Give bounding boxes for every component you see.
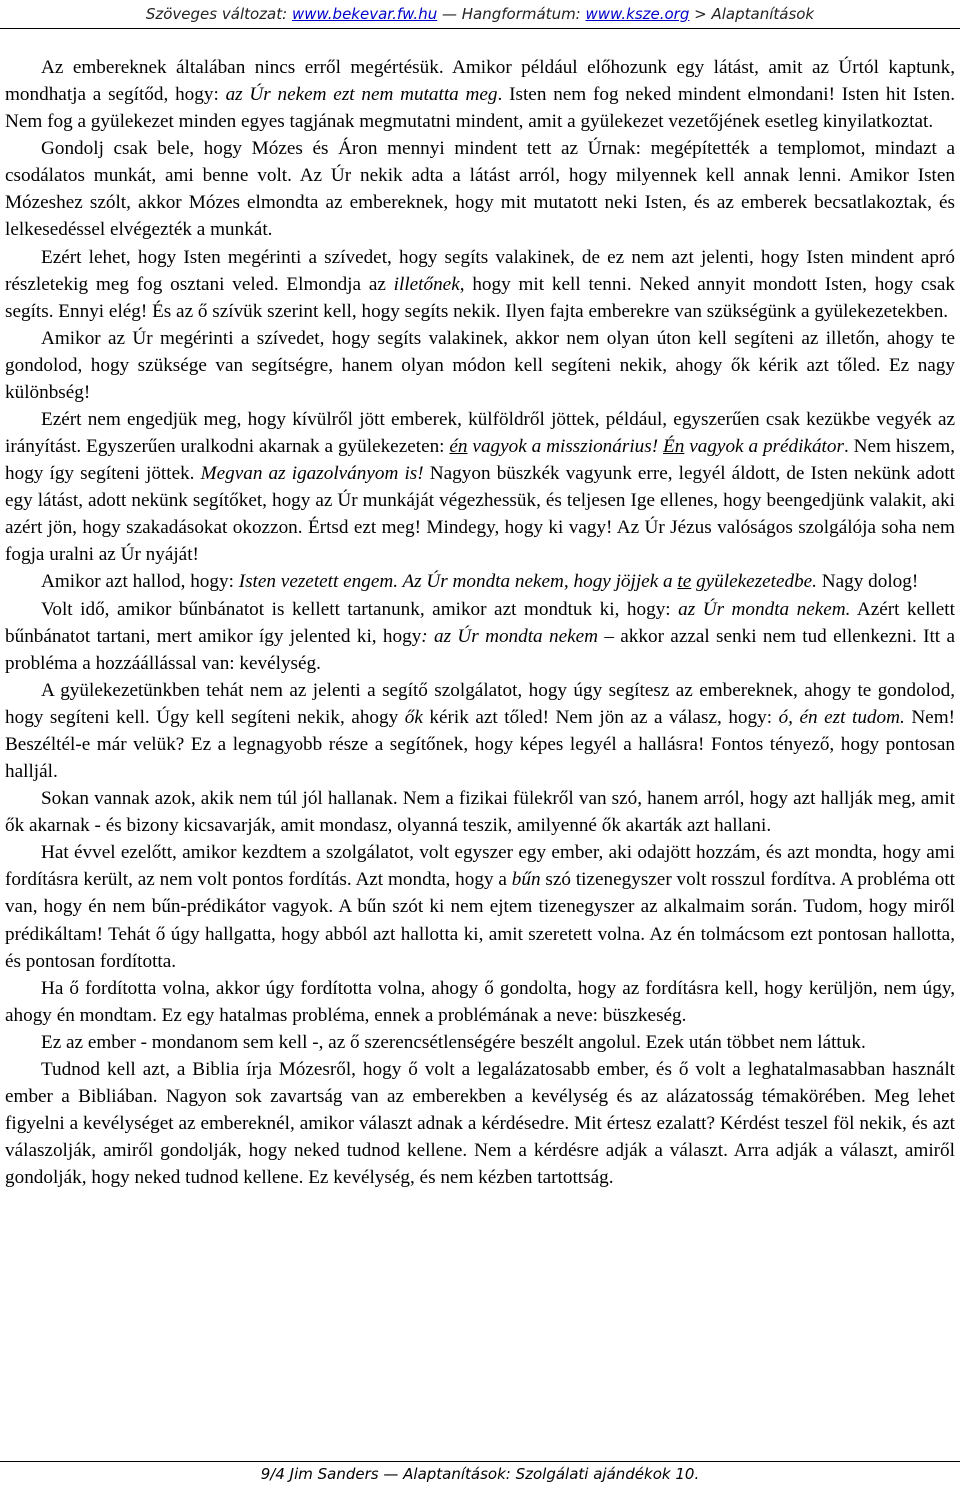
text-run: én xyxy=(449,436,468,458)
text-run: Én xyxy=(663,436,685,458)
text-run: Nem! Beszéltél-e már velük? Ez a legnagyobb része a segítőnek, hogy képes legyél a hallásra! Fontos tényező, hogy pontosan halljál. xyxy=(5,706,956,783)
paragraph xyxy=(5,406,955,568)
text-run: Hat évvel ezelőtt, amikor kezdtem a szolgálatot, volt egyszer egy ember, aki odajött hozzám, és azt mondta, hogy ami fordításra került, az nem volt pontos fordítás. Azt mondta, hogy a xyxy=(5,842,955,891)
paragraph xyxy=(5,135,955,243)
text-run: az Úr nekem ezt nem mutatta meg xyxy=(225,84,498,106)
text-run: ó, én ezt tudom. xyxy=(778,706,905,728)
text-run: bűn xyxy=(511,869,541,891)
paragraph xyxy=(5,1029,955,1056)
text-run: vagyok a misszionárius! xyxy=(467,436,663,458)
paragraph xyxy=(5,568,955,595)
text-run: szó tizenegyszer volt rosszul fordítva. A probléma ott van, hogy én nem bűn-prédikátor vagyok. A bűn szót ki nem ejtem tizenegyszer az alkalmaim során. Tudom, hogy miről prédikáltam! Tehát ő úgy hallgatta, hogy abból azt hallotta ki, amit szeretett volna. Az én tolmácsom ezt pontosan hallotta, és pontosan fordította. xyxy=(5,869,955,972)
paragraph xyxy=(5,596,955,677)
text-run: Az embereknek általában nincs erről megértésük. Amikor például előhozunk egy látást, amit az Úrtól kaptunk, mondhatja a segítőd, hogy: xyxy=(5,57,955,106)
text-run: Ezért nem engedjük meg, hogy kívülről jött emberek, külföldről jöttek, például, egyszerűen csak kezükbe vegyék az irányítást. Egyszerűen uralkodni akarnak a gyülekezeten: xyxy=(5,409,955,458)
text-run: Ez az ember - mondanom sem kell -, az ő szerencsétlenségére beszélt angolul. Ezek után többet nem láttuk. xyxy=(41,1031,866,1053)
text-run: Amikor az Úr megérinti a szívedet, hogy segíts valakinek, akkor nem olyan úton kell segíteni az illetőn, ahogy te gondolod, hogy szüksége van segítségre, hanem olyan módon kell segíteni nekik, ahogy ők kérik azt tőled. Ez nagy különbség! xyxy=(5,327,955,403)
text-run: Volt idő, amikor bűnbánatot is kellett tartanunk, amikor azt mondtuk ki, hogy: xyxy=(41,598,679,620)
paragraph xyxy=(5,785,955,839)
header-link-bekevar[interactable]: www.bekevar.fw.hu xyxy=(291,5,438,23)
paragraph xyxy=(5,325,955,406)
page-footer: 9/4 Jim Sanders — Alaptanítások: Szolgálati ajándékok 10. xyxy=(260,1465,700,1483)
paragraph xyxy=(5,1056,955,1191)
text-run: Megvan az igazolványom is! xyxy=(200,463,424,485)
text-run: az Úr mondta nekem. xyxy=(678,598,851,620)
page-header xyxy=(0,0,960,30)
text-run: Tudnod kell azt, a Biblia írja Mózesről, hogy ő volt a legalázatosabb ember, és ő volt a leghatalmasabban használt ember a Bibliában. Nagyon sok zavartság van az emberekben a kevélység és az alázatosság témakörében. Meg lehet figyelni a kevélységet az embereknél, amikor választ adnak a kérdésedre. Mit értesz ezalatt? Kérdést teszel föl nekik, és azt válaszolják, amiről gondolják, hogy neked tudnod kellene. Nem a kérdésre adják a választ. Arra adják a választ, amiről gondolják, hogy neked tudnod kellene. Ez kevélység, és nem kézben tartottság. xyxy=(5,1058,955,1189)
text-run: te xyxy=(677,571,692,593)
header-middle: — Hangformátum: xyxy=(437,5,586,23)
paragraph xyxy=(5,54,955,135)
text-run: Ha ő fordította volna, akkor úgy fordította volna, ahogy ő gondolta, hogy az fordításra kell, hogy kerüljön, nem úgy, ahogy én mondtam. Ez egy hatalmas probléma, ennek a problémának a neve: büszkeség. xyxy=(5,977,955,1026)
text-run: : az Úr mondta nekem xyxy=(421,625,598,647)
paragraph xyxy=(5,975,955,1029)
text-run: Azért kellett bűnbánatot tartani, mert amikor így jelented ki, hogy xyxy=(5,598,955,647)
text-run: vagyok a prédikátor xyxy=(684,436,844,458)
text-run: illetőnek xyxy=(393,273,460,295)
text-run: ők xyxy=(404,706,423,728)
text-run: Nagyon büszkék vagyunk erre, legyél áldott, de Isten nekünk adott egy látást, adott nekünk segítőket, hogy az Úr munkáját végezhessük, és teljesen Ige ellenes, hogy beengedjünk valakit, aki azért jön, hogy szakadásokat okozzon. Értsd ezt meg! Mindegy, hogy ki vagy! Az Úr Jézus valóságos szolgálója soha nem fogja uralni az Úr nyáját! xyxy=(5,463,955,566)
text-run: Sokan vannak azok, akik nem túl jól hallanak. Nem a fizikai fülekről van szó, hanem arról, hogy azt hallják meg, amit ők akarnak - és bizony kicsavarják, amit mondasz, olyanná teszik, amilyenné ők akarták azt hallani. xyxy=(5,788,955,837)
header-divider xyxy=(0,28,960,29)
text-run: . Nem hiszem, hogy így segíteni jöttek. xyxy=(5,436,955,485)
text-run: Isten vezetett engem. Az Úr mondta nekem, hogy jöjjek a xyxy=(238,571,678,593)
paragraph xyxy=(5,677,955,785)
text-run: Gondolj csak bele, hogy Mózes és Áron mennyi mindent tett az Úrnak: megépítették a templomot, mindazt a csodálatos munkát, ami benne volt. Az Úr nekik adta a látást arról, hogy milyennek kell annak lenni. Amikor Isten Mózeshez szólt, akkor Mózes elmondta az embereknek, hogy mit mutatott neki Isten, és az emberek becsatlakoztak, és lelkesedéssel elvégezték a munkát. xyxy=(5,138,955,241)
text-run: . Isten nem fog neked mindent elmondani! Isten hit Isten. Nem fog a gyülekezet minden egyes tagjának megmutatni mindent, amit a gyülekezet vezetőjének esetleg kinyilatkoztat. xyxy=(5,84,955,133)
paragraph xyxy=(5,839,955,974)
text-run: – akkor azzal senki nem tud ellenkezni. Itt a probléma a hozzáállással van: kevélység. xyxy=(5,625,955,674)
text-run: , hogy mit kell tenni. Neked annyit mondott Isten, hogy csak segíts. Ennyi elég! És az ő szívük szerint kell, hogy segíts nekik. Ilyen fajta emberekre van szükségünk a gyülekezetekben. xyxy=(5,273,955,322)
document-body xyxy=(5,54,955,1191)
header-prefix: Szöveges változat: xyxy=(145,5,292,23)
text-run: Ezért lehet, hogy Isten megérinti a szívedet, hogy segíts valakinek, de ez nem azt jelenti, hogy Isten mindent apró részletekig meg fog osztani veled. Elmondja az xyxy=(5,246,955,295)
text-run: gyülekezetedbe. xyxy=(691,571,817,593)
text-run: kérik azt tőled! Nem jön az a válasz, hogy: xyxy=(422,706,779,728)
text-run: Nagy dolog! xyxy=(816,571,919,593)
text-run: A gyülekezetünkben tehát nem az jelenti a segítő szolgálatot, hogy úgy segítesz az embereknek, ahogy te gondolod, hogy segíteni kell. Úgy kell segíteni nekik, ahogy xyxy=(5,679,955,728)
footer-divider xyxy=(0,1461,960,1462)
text-run: Amikor azt hallod, hogy: xyxy=(41,571,239,593)
paragraph xyxy=(5,244,955,325)
header-suffix: > Alaptanítások xyxy=(689,5,815,23)
header-link-ksze[interactable]: www.ksze.org xyxy=(585,5,690,23)
